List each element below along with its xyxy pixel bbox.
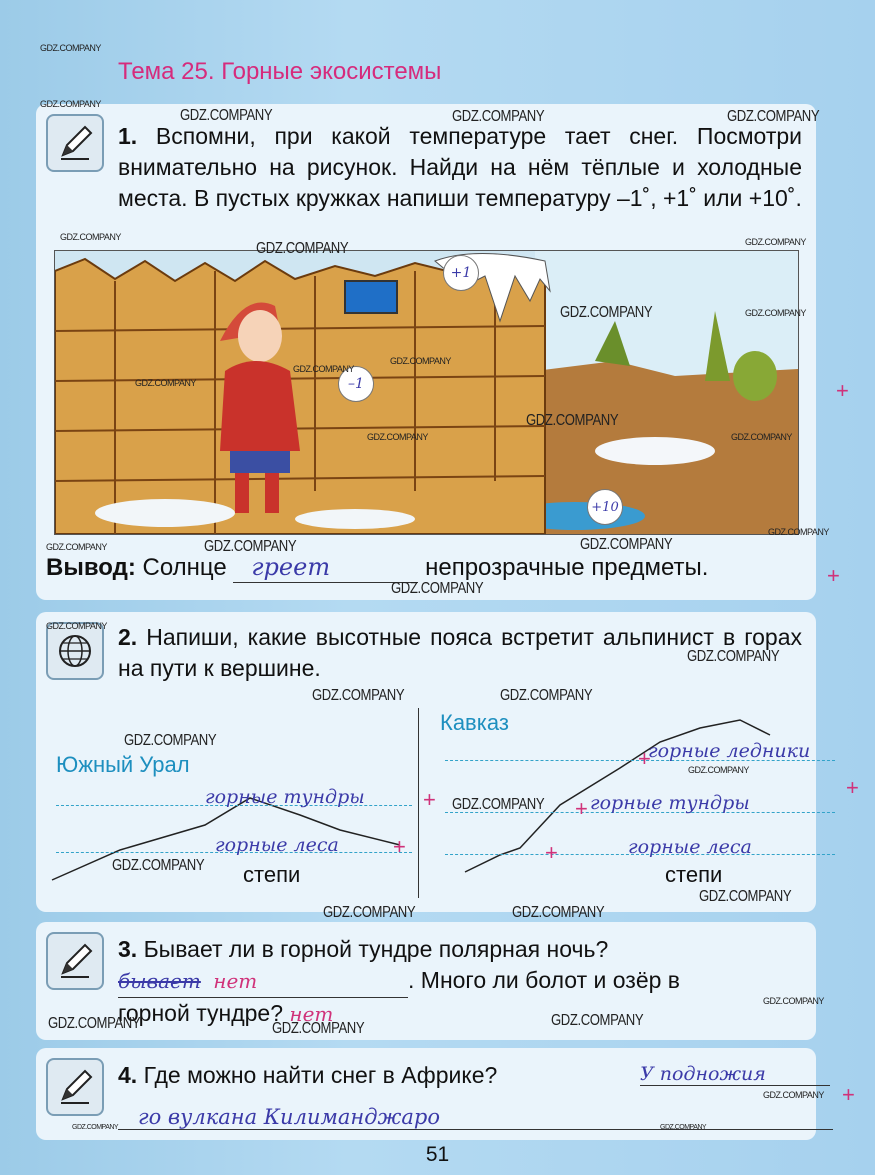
conclusion-after: непрозрачные предметы.: [425, 554, 709, 581]
topic-heading: [118, 58, 441, 86]
watermark: GDZ.COMPANY: [390, 356, 451, 366]
watermark: GDZ.COMPANY: [699, 888, 792, 905]
pencil-icon: [46, 114, 104, 172]
watermark: GDZ.COMPANY: [204, 538, 297, 555]
check-mark: +: [846, 775, 859, 800]
watermark: GDZ.COMPANY: [272, 1020, 365, 1037]
page-number: 51: [425, 1143, 450, 1166]
watermark: GDZ.COMPANY: [452, 796, 545, 813]
task3-answer1: нет: [213, 969, 258, 993]
watermark: GDZ.COMPANY: [727, 108, 820, 125]
check-mark: +: [836, 378, 849, 403]
watermark: GDZ.COMPANY: [580, 536, 673, 553]
temp-circle-wall-middle-value: –1: [348, 376, 364, 392]
watermark: GDZ.COMPANY: [293, 364, 354, 374]
pencil-icon: [46, 1058, 104, 1116]
task2-number: 2.: [118, 624, 138, 650]
watermark: GDZ.COMPANY: [526, 412, 619, 429]
watermark: GDZ.COMPANY: [731, 432, 792, 442]
check-mark: +: [575, 796, 588, 821]
watermark: GDZ.COMPANY: [687, 648, 780, 665]
task3-answer2[interactable]: нет: [289, 1002, 334, 1026]
task1-number: 1.: [118, 123, 138, 149]
watermark: GDZ.COMPANY: [112, 857, 205, 874]
watermark: GDZ.COMPANY: [745, 237, 806, 247]
watermark: GDZ.COMPANY: [256, 240, 349, 257]
caucasus-answer-glacier[interactable]: горные ледники: [648, 740, 811, 762]
task3-text: [118, 934, 808, 1030]
check-mark: +: [638, 746, 651, 771]
temp-circle-wall-top-value: +1: [450, 265, 472, 281]
conclusion-answer-field[interactable]: [233, 553, 418, 583]
watermark: GDZ.COMPANY: [312, 687, 405, 704]
watermark: GDZ.COMPANY: [72, 1124, 119, 1131]
watermark: GDZ.COMPANY: [40, 99, 101, 109]
watermark: GDZ.COMPANY: [323, 904, 416, 921]
watermark: GDZ.COMPANY: [367, 432, 428, 442]
caucasus-answer-forest[interactable]: горные леса: [628, 836, 752, 858]
watermark: GDZ.COMPANY: [763, 996, 824, 1006]
check-mark: +: [827, 563, 840, 588]
conclusion-answer: греет: [251, 553, 331, 581]
task4-text: [118, 1060, 497, 1091]
task3-question2-part1: . Много ли болот и озёр в: [408, 967, 681, 993]
topic-title: Горные экосистемы: [221, 58, 442, 85]
watermark: GDZ.COMPANY: [124, 732, 217, 749]
check-mark: +: [545, 840, 558, 865]
task1-body: Вспомни, при какой температуре тает снег. Посмотри внимательно на рисунок. Найди на нём тёплые и холодные места. В пустых кружках напиши температуру –1˚, +1˚ или +10˚.: [118, 123, 803, 211]
check-mark: +: [393, 834, 406, 859]
watermark: GDZ.COMPANY: [560, 304, 653, 321]
watermark: GDZ.COMPANY: [452, 108, 545, 125]
watermark: GDZ.COMPANY: [60, 232, 121, 242]
task4-number: 4.: [118, 1062, 138, 1088]
ural-answer-forest[interactable]: горные леса: [215, 834, 339, 856]
task3-answer1-field[interactable]: [118, 965, 408, 998]
caucasus-base-label: степи: [665, 862, 723, 887]
watermark: GDZ.COMPANY: [391, 580, 484, 597]
watermark: GDZ.COMPANY: [46, 542, 107, 552]
task1-conclusion: [46, 553, 708, 583]
watermark: GDZ.COMPANY: [745, 308, 806, 318]
watermark: GDZ.COMPANY: [46, 621, 107, 631]
divider-line: [418, 708, 419, 898]
ural-answer-tundra[interactable]: горные тундры: [205, 786, 365, 808]
watermark: GDZ.COMPANY: [763, 1090, 824, 1100]
watermark: GDZ.COMPANY: [48, 1015, 141, 1032]
region-caucasus: Кавказ: [440, 710, 509, 735]
watermark: GDZ.COMPANY: [768, 527, 829, 537]
temp-circle-wall-top[interactable]: [443, 255, 479, 291]
task4-answer-line1[interactable]: У подножия: [640, 1063, 830, 1086]
task1-text: [118, 121, 802, 214]
watermark: GDZ.COMPANY: [660, 1124, 707, 1131]
conclusion-before: Солнце: [142, 554, 227, 581]
pencil-icon: [46, 932, 104, 990]
task3-answer1-crossed: бывает: [118, 969, 201, 993]
check-mark: +: [423, 787, 436, 812]
illustration-scene: [54, 250, 799, 535]
task2-body: Напиши, какие высотные пояса встретит альпинист в горах на пути к вершине.: [118, 624, 802, 681]
watermark: GDZ.COMPANY: [180, 107, 273, 124]
watermark: GDZ.COMPANY: [551, 1012, 644, 1029]
topic-prefix: Тема 25.: [118, 58, 215, 85]
task4-answer-line2[interactable]: го вулкана Килиманджаро: [118, 1105, 833, 1130]
temp-circle-puddle-value: +10: [591, 499, 619, 515]
conclusion-label: Вывод:: [46, 554, 136, 581]
task3-question2-part2: горной тундре?: [118, 1000, 283, 1026]
watermark: GDZ.COMPANY: [500, 687, 593, 704]
watermark: GDZ.COMPANY: [688, 765, 749, 775]
watermark: GDZ.COMPANY: [40, 43, 101, 53]
check-mark: +: [842, 1082, 855, 1107]
temp-circle-puddle[interactable]: [587, 489, 623, 525]
watermark: GDZ.COMPANY: [512, 904, 605, 921]
task3-question1: Бывает ли в горной тундре полярная ночь?: [143, 936, 609, 962]
task3-number: 3.: [118, 936, 138, 962]
task4-question: Где можно найти снег в Африке?: [143, 1062, 498, 1088]
region-south-ural: Южный Урал: [56, 752, 190, 777]
caucasus-answer-tundra[interactable]: горные тундры: [590, 792, 750, 814]
watermark: GDZ.COMPANY: [135, 378, 196, 388]
ural-base-label: степи: [243, 862, 301, 887]
